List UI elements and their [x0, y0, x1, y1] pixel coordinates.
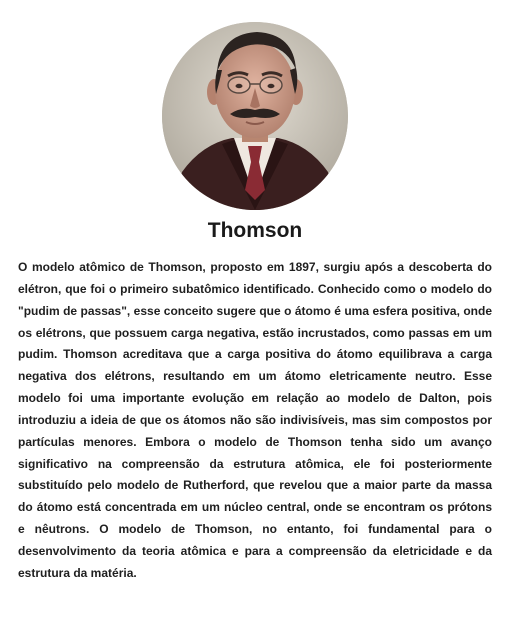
- person-name-heading: Thomson: [207, 219, 303, 242]
- description-paragraph: O modelo atômico de Thomson, proposto em 1897, surgiu após a descoberta do elétron, que foi o primeiro subatômico identificado. Conhecido como o modelo do "pudim de passas", esse conceito sugere que o átomo é uma esfera positiva, onde os elétrons, que possuem carga negativa, estão incrustados, como passas em um pudim. Thomson acreditava que a carga positiva do átomo equilibrava a carga negativa dos elétrons, resultando em um átomo eletricamente neutro. Esse modelo foi uma importante evolução em relação ao modelo de Dalton, pois introduziu a ideia de que os átomos não são indivisíveis, mas sim compostos por partículas menores. Embora o modelo de Thomson tenha sido um avanço significativo na compreensão da estrutura atômica, ele foi posteriormente substituído pelo modelo de Rutherford, que revelou que a maior parte da massa do átomo está concentrada em um núcleo central, onde se encontram os prótons e nêutrons. O modelo de Thomson, no entanto, foi fundamental para o desenvolvimento da teoria atômica e para a compreensão da eletricidade e da estrutura da matéria.: [18, 260, 492, 580]
- portrait-illustration: [162, 22, 348, 210]
- portrait-photo: [162, 22, 348, 210]
